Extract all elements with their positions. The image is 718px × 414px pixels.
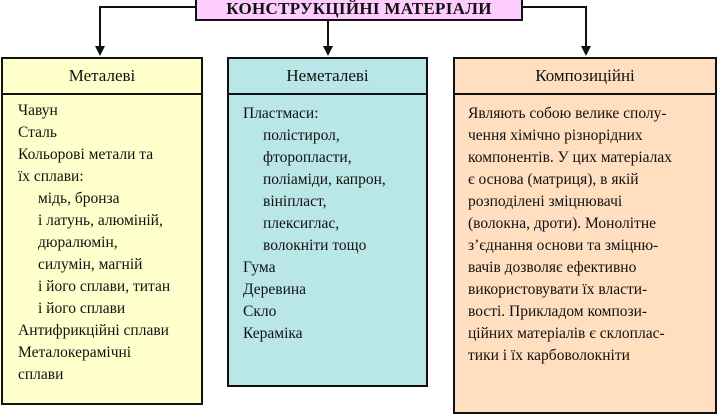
metal-item: Сталь — [18, 124, 57, 141]
nonmetal-item: Пластмаси: — [243, 105, 319, 122]
metal-item: Кольорові метали та — [18, 146, 154, 163]
metal-subitem: мідь, бронза — [38, 190, 120, 207]
connector-left-v — [99, 6, 101, 48]
nonmetal-body — [227, 95, 428, 387]
metal-subitem: і латунь, алюміній, — [38, 212, 163, 229]
nonmetal-item: Скло — [243, 303, 277, 320]
composite-line: розподілені зміцнювачі — [468, 193, 623, 210]
diagram-title: КОНСТРУКЦІЙНІ МАТЕРІАЛИ — [195, 0, 523, 21]
composite-line: з’єднання основи та зміцню- — [468, 237, 659, 254]
metal-item: сплави — [18, 366, 64, 383]
metal-item: Металокерамічні — [18, 344, 132, 361]
arrow-center — [323, 46, 333, 56]
connector-left-h — [99, 6, 196, 8]
metal-box — [1, 57, 203, 405]
nonmetal-header: Неметалеві — [227, 57, 428, 95]
composite-box — [453, 57, 717, 414]
arrow-right — [581, 46, 591, 56]
arrow-left — [95, 46, 105, 56]
nonmetal-item: Деревина — [243, 281, 307, 298]
composite-line: компонентів. У цих матеріалах — [468, 149, 673, 166]
connector-right-h — [522, 6, 587, 8]
composite-line: використовувати їх власти- — [468, 281, 648, 298]
nonmetal-subitem: фторопласти, — [263, 149, 352, 166]
composite-line: є основа (матриця), в якій — [468, 171, 639, 188]
nonmetal-subitem: полістирол, — [263, 127, 340, 144]
composite-line: вості. Прикладом компози- — [468, 303, 648, 320]
nonmetal-subitem: вініпласт, — [263, 193, 327, 210]
connector-right-v — [585, 6, 587, 48]
composite-body — [453, 95, 717, 414]
connector-center-v — [327, 20, 329, 48]
nonmetal-item: Кераміка — [243, 325, 303, 342]
metal-header: Металеві — [1, 57, 203, 95]
metal-subitem: дюралюмін, — [38, 234, 118, 251]
composite-line: (волокна, дроти). Монолітне — [468, 215, 656, 232]
composite-header: Композиційні — [453, 57, 717, 95]
nonmetal-item: Гума — [243, 259, 276, 276]
nonmetal-subitem: плексиглас, — [263, 215, 340, 232]
metal-subitem: і його сплави, титан — [38, 278, 171, 295]
metal-subitem: і його сплави — [38, 300, 126, 317]
metal-item: Антифрикційні сплави — [18, 322, 169, 339]
metal-body — [1, 95, 203, 405]
composite-line: ційних матеріалів є склоплас- — [468, 325, 665, 342]
composite-line: Являють собою велике сполу- — [468, 105, 667, 122]
metal-subitem: силумін, магній — [38, 256, 143, 273]
composite-line: тики і їх карбоволокніти — [468, 347, 630, 364]
nonmetal-box — [227, 57, 428, 387]
metal-item: їх сплави: — [18, 168, 84, 185]
composite-line: чення хімічно різнорідних — [468, 127, 643, 144]
nonmetal-subitem: волокніти тощо — [263, 237, 367, 254]
nonmetal-subitem: поліаміди, капрон, — [263, 171, 386, 188]
composite-line: вачів дозволяє ефективно — [468, 259, 637, 276]
metal-item: Чавун — [18, 102, 58, 119]
